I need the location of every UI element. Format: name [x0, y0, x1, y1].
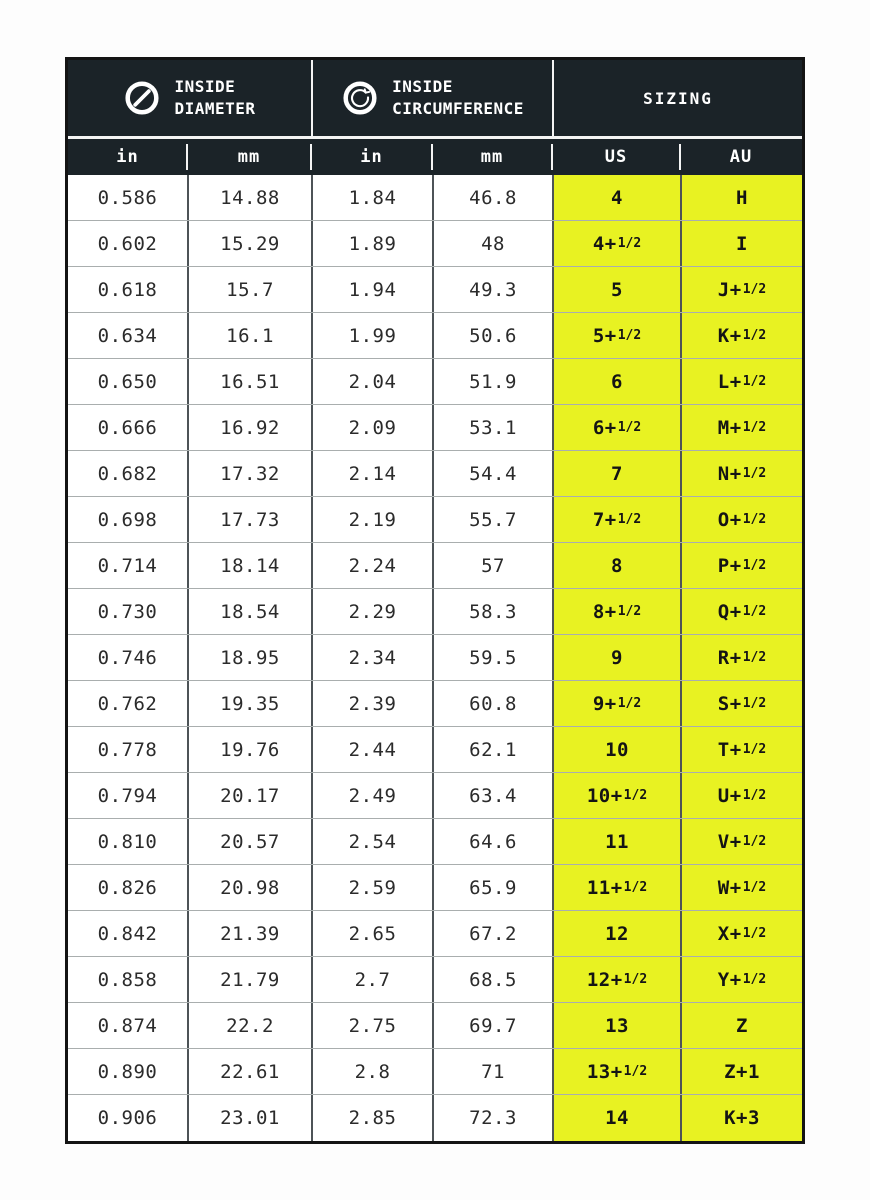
cell-diameter-in: 0.874 [97, 1014, 158, 1037]
cell-diameter-mm: 18.95 [187, 635, 311, 680]
cell-us-size: 9 [552, 635, 680, 680]
cell-diameter-in: 0.794 [97, 784, 158, 807]
cell-diameter-mm: 16.1 [187, 313, 311, 358]
cell-au-size: L+ 1/2 [680, 359, 802, 404]
cell-diameter-in: 0.666 [97, 416, 158, 439]
cell-diameter-mm: 23.01 [187, 1095, 311, 1141]
table-row [68, 1003, 802, 1049]
cell-circumference-mm: 71 [432, 1049, 552, 1094]
cell-circumference-in: 2.7 [311, 957, 432, 1002]
cell-circumference-in: 2.85 [311, 1095, 432, 1141]
cell-circumference-mm: 60.8 [432, 681, 552, 726]
cell-circumference-mm: 63.4 [432, 773, 552, 818]
header-inside-circumference [311, 60, 552, 136]
cell-diameter-mm: 22.61 [187, 1049, 311, 1094]
table-row [68, 865, 802, 911]
circumference-icon [341, 79, 379, 117]
table-row [68, 543, 802, 589]
table-row [68, 267, 802, 313]
cell-au-size: I [680, 221, 802, 266]
cell-au-size: Z+1 [680, 1049, 802, 1094]
table-row [68, 911, 802, 957]
cell-diameter-in: 0.618 [97, 278, 158, 301]
header-inside-diameter-label: INSIDE DIAMETER [174, 77, 256, 118]
column-header-diameter-in: in [116, 147, 139, 167]
cell-diameter-in: 0.858 [97, 968, 158, 991]
cell-us-size: 5 [552, 267, 680, 312]
header-sizing [552, 60, 802, 136]
cell-circumference-mm: 68.5 [432, 957, 552, 1002]
column-header-us-size: US [552, 139, 680, 175]
table-row [68, 727, 802, 773]
cell-au-size: X+ 1/2 [680, 911, 802, 956]
cell-diameter-in: 0.634 [97, 324, 158, 347]
cell-circumference-in: 1.99 [311, 313, 432, 358]
cell-circumference-in: 2.39 [311, 681, 432, 726]
column-header-circumference-in: in [311, 139, 432, 175]
cell-us-size: 11+ 1/2 [552, 865, 680, 910]
table-row [68, 405, 802, 451]
cell-circumference-mm: 58.3 [432, 589, 552, 634]
cell-au-size: U+ 1/2 [680, 773, 802, 818]
cell-circumference-mm: 57 [432, 543, 552, 588]
table-row [68, 313, 802, 359]
cell-circumference-mm: 51.9 [432, 359, 552, 404]
diameter-icon [123, 79, 161, 117]
cell-diameter-mm: 15.7 [187, 267, 311, 312]
cell-circumference-in: 2.24 [311, 543, 432, 588]
cell-us-size: 11 [552, 819, 680, 864]
cell-diameter-in: 0.842 [97, 922, 158, 945]
ring-size-chart [65, 57, 805, 1144]
cell-diameter-mm: 17.73 [187, 497, 311, 542]
cell-circumference-in: 2.29 [311, 589, 432, 634]
cell-au-size: H [680, 175, 802, 220]
column-header-diameter-mm: mm [187, 139, 311, 175]
cell-circumference-mm: 72.3 [432, 1095, 552, 1141]
cell-diameter-mm: 17.32 [187, 451, 311, 496]
cell-au-size: Y+ 1/2 [680, 957, 802, 1002]
cell-circumference-mm: 64.6 [432, 819, 552, 864]
cell-diameter-in: 0.906 [97, 1107, 158, 1129]
cell-circumference-mm: 55.7 [432, 497, 552, 542]
cell-us-size: 10 [552, 727, 680, 772]
table-row [68, 819, 802, 865]
cell-au-size: S+ 1/2 [680, 681, 802, 726]
cell-diameter-in: 0.746 [97, 646, 158, 669]
cell-circumference-mm: 53.1 [432, 405, 552, 450]
cell-circumference-in: 2.14 [311, 451, 432, 496]
cell-circumference-mm: 50.6 [432, 313, 552, 358]
cell-circumference-mm: 49.3 [432, 267, 552, 312]
cell-us-size: 8+ 1/2 [552, 589, 680, 634]
cell-circumference-mm: 46.8 [432, 175, 552, 220]
header-sizing-label: SIZING [643, 88, 713, 108]
cell-circumference-mm: 48 [432, 221, 552, 266]
cell-au-size: T+ 1/2 [680, 727, 802, 772]
table-header-groups [68, 60, 802, 136]
cell-circumference-in: 2.19 [311, 497, 432, 542]
cell-au-size: P+ 1/2 [680, 543, 802, 588]
cell-us-size: 9+ 1/2 [552, 681, 680, 726]
cell-circumference-in: 1.89 [311, 221, 432, 266]
cell-circumference-mm: 65.9 [432, 865, 552, 910]
cell-us-size: 14 [552, 1095, 680, 1141]
table-row [68, 681, 802, 727]
table-row [68, 1095, 802, 1141]
cell-diameter-mm: 21.79 [187, 957, 311, 1002]
cell-au-size: R+ 1/2 [680, 635, 802, 680]
cell-us-size: 6+ 1/2 [552, 405, 680, 450]
column-header-au-size: AU [680, 139, 802, 175]
cell-diameter-in: 0.586 [97, 186, 158, 209]
cell-circumference-mm: 59.5 [432, 635, 552, 680]
cell-diameter-mm: 15.29 [187, 221, 311, 266]
cell-us-size: 7+ 1/2 [552, 497, 680, 542]
cell-au-size: K+ 1/2 [680, 313, 802, 358]
cell-au-size: K+3 [680, 1095, 802, 1141]
cell-circumference-in: 2.65 [311, 911, 432, 956]
cell-diameter-mm: 14.88 [187, 175, 311, 220]
cell-circumference-mm: 69.7 [432, 1003, 552, 1048]
cell-circumference-in: 2.75 [311, 1003, 432, 1048]
cell-diameter-in: 0.762 [97, 692, 158, 715]
cell-us-size: 12 [552, 911, 680, 956]
cell-us-size: 4+ 1/2 [552, 221, 680, 266]
table-row [68, 359, 802, 405]
cell-diameter-in: 0.682 [97, 462, 158, 485]
cell-circumference-in: 1.84 [311, 175, 432, 220]
cell-diameter-mm: 16.51 [187, 359, 311, 404]
cell-circumference-in: 2.49 [311, 773, 432, 818]
cell-circumference-in: 2.59 [311, 865, 432, 910]
table-row [68, 635, 802, 681]
table-body [68, 175, 802, 1141]
header-inside-diameter [68, 60, 311, 136]
cell-diameter-mm: 18.14 [187, 543, 311, 588]
cell-circumference-mm: 54.4 [432, 451, 552, 496]
cell-us-size: 8 [552, 543, 680, 588]
cell-us-size: 12+ 1/2 [552, 957, 680, 1002]
cell-us-size: 7 [552, 451, 680, 496]
cell-us-size: 13 [552, 1003, 680, 1048]
cell-au-size: N+ 1/2 [680, 451, 802, 496]
cell-diameter-mm: 19.76 [187, 727, 311, 772]
table-row [68, 1049, 802, 1095]
cell-diameter-in: 0.698 [97, 508, 158, 531]
table-header-units [68, 139, 802, 175]
cell-diameter-in: 0.730 [97, 600, 158, 623]
cell-diameter-mm: 22.2 [187, 1003, 311, 1048]
cell-circumference-mm: 67.2 [432, 911, 552, 956]
table-row [68, 175, 802, 221]
cell-us-size: 4 [552, 175, 680, 220]
cell-diameter-mm: 20.17 [187, 773, 311, 818]
cell-us-size: 10+ 1/2 [552, 773, 680, 818]
cell-diameter-in: 0.810 [97, 830, 158, 853]
cell-circumference-in: 2.44 [311, 727, 432, 772]
cell-au-size: J+ 1/2 [680, 267, 802, 312]
cell-au-size: M+ 1/2 [680, 405, 802, 450]
cell-us-size: 5+ 1/2 [552, 313, 680, 358]
cell-us-size: 13+ 1/2 [552, 1049, 680, 1094]
column-header-circumference-mm: mm [432, 139, 552, 175]
cell-diameter-mm: 18.54 [187, 589, 311, 634]
cell-au-size: V+ 1/2 [680, 819, 802, 864]
cell-diameter-in: 0.602 [97, 232, 158, 255]
table-row [68, 497, 802, 543]
table-row [68, 451, 802, 497]
cell-diameter-in: 0.890 [97, 1060, 158, 1083]
cell-diameter-mm: 19.35 [187, 681, 311, 726]
table-row [68, 589, 802, 635]
table-row [68, 221, 802, 267]
header-inside-circumference-label: INSIDE CIRCUMFERENCE [392, 77, 524, 118]
cell-circumference-in: 2.04 [311, 359, 432, 404]
table-row [68, 773, 802, 819]
cell-circumference-mm: 62.1 [432, 727, 552, 772]
cell-circumference-in: 2.34 [311, 635, 432, 680]
cell-diameter-in: 0.650 [97, 370, 158, 393]
cell-au-size: Z [680, 1003, 802, 1048]
cell-diameter-mm: 20.57 [187, 819, 311, 864]
cell-circumference-in: 2.8 [311, 1049, 432, 1094]
cell-au-size: Q+ 1/2 [680, 589, 802, 634]
cell-diameter-in: 0.778 [97, 738, 158, 761]
cell-au-size: W+ 1/2 [680, 865, 802, 910]
cell-circumference-in: 2.09 [311, 405, 432, 450]
cell-diameter-in: 0.714 [97, 554, 158, 577]
cell-us-size: 6 [552, 359, 680, 404]
cell-circumference-in: 2.54 [311, 819, 432, 864]
cell-circumference-in: 1.94 [311, 267, 432, 312]
cell-diameter-mm: 16.92 [187, 405, 311, 450]
cell-au-size: O+ 1/2 [680, 497, 802, 542]
table-row [68, 957, 802, 1003]
cell-diameter-in: 0.826 [97, 876, 158, 899]
cell-diameter-mm: 21.39 [187, 911, 311, 956]
cell-diameter-mm: 20.98 [187, 865, 311, 910]
